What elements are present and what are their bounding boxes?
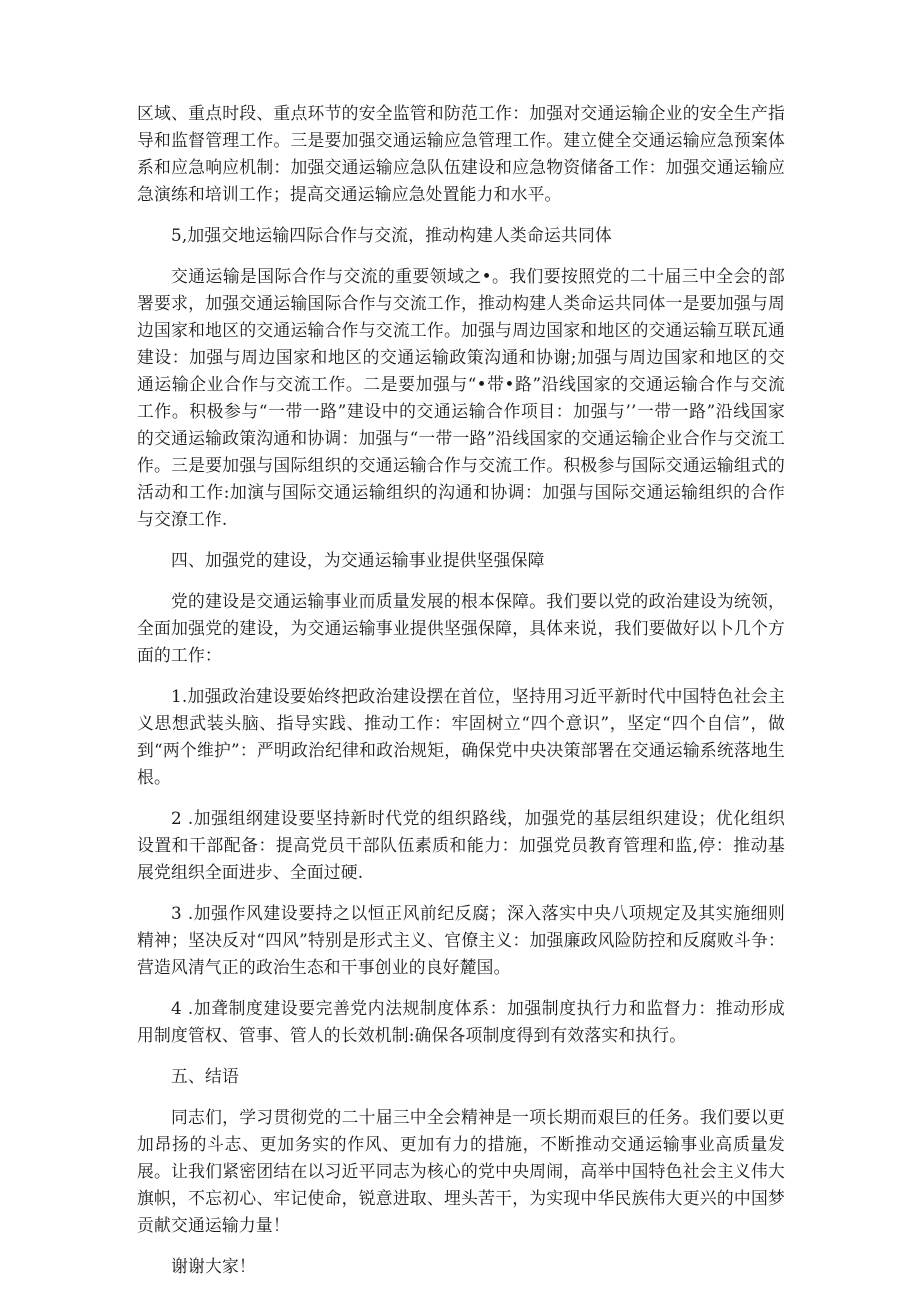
paragraph-system-building: 4 .加聋制度建设要完善党内法规制度体系：加强制度执行力和监督力：推动形成用制度管权、管事、管人的长效机制:确保各项制度得到有效落实和执行。 [137, 998, 785, 1045]
closing-thanks: 谢谢大家！ [171, 1256, 256, 1276]
paragraph-party-building-intro: 党的建设是交通运输事业而质量发展的根本保障。我们要以党的政治建设为统领，全面加强党的建设，为交通运输事业提供坚强保障，具体来说，我们要做好以卜几个方面的工作： [137, 591, 785, 665]
paragraph-organization-building: 2 .加强组纲建设要坚持新时代党的组织路线，加强党的基层组织建设；优化组织设置和干部配备：提高党员干部队伍素质和能力：加强党员教育管理和监,停：推动基展党组织全面进步、全面过硬. [137, 808, 785, 882]
heading-international-cooperation: 5,加强交地运输四际合作与交流，推动构建人类命运共同体 [171, 225, 612, 245]
paragraph-political-building: 1.加强政治建设要始终把政治建设摆在首位，坚持用习近平新时代中国特色社会主义思想武装头脑、指导实践、推动工作：牢固树立“四个意识”，坚定“四个自信”，做到“两个维护”：严明政治纪律和政治规矩，确保党中央决策部署在交通运输系统落地生根。 [137, 686, 785, 787]
heading-party-building: 四、加强党的建设，为交通运输事业提供坚强保障 [171, 550, 545, 570]
paragraph-safety-continued: 区域、重点时段、重点环节的安全监管和防范工作：加强对交通运输企业的安全生产指导和监督管理工作。三是要加强交通运输应急管理工作。建立健全交通运输应急预案体系和应急响应机制：加强交通运输应急队伍建设和应急物资储备工作：加强交通运输应急演练和培训工作；提高交通运输应急处置能力和水平。 [137, 103, 785, 204]
heading-conclusion: 五、结语 [171, 1066, 239, 1086]
paragraph-conclusion: 同志们，学习贯彻党的二十届三中全会精神是一项长期而艰巨的任务。我们要以更加昂扬的斗志、更加务实的作风、更加有力的措施，不断推动交通运输事业高质量发展。让我们紧密团结在以习近平同志为核心的党中央周闹，高举中国特色社会主义伟大旗帜，不忘初心、牢记使命，锐意进取、埋头苦干，为实现中华民族伟大更兴的中国梦贡献交通运输力量！ [137, 1107, 785, 1235]
paragraph-conduct-building: 3 .加强作风建设要持之以恒正风前纪反腐；深入落实中央八项规定及其实施细则精神；坚决反对“四风”特别是形式主义、官僚主义：加强廉政风险防控和反腐败斗争：营造风清气正的政治生态和干事创业的良好麓国。 [137, 903, 785, 977]
document-page [137, 100, 785, 1294]
paragraph-international-cooperation: 交通运输是国际合作与交流的重要领域之•。我们要按照党的二十届三中全会的部署要求，加强交通运输国际合作与交流工作，推动构建人类命运共同体一是要加强与周边国家和地区的交通运输合作与交流工作。加强与周边国家和地区的交通运输互联瓦通建设：加强与周边国家和地区的交通运输政策沟通和协谢;加强与周边国家和地区的交通运输企业合作与交流工作。二是要加强与“•带•路”沿线国家的交通运输合作与交流工作。积极参与“一带一路”建设中的交通运输合作项目：加强与’’一带一路”沿线国家的交通运输政策沟通和协调：加强与“一带一路”沿线国家的交通运输企业合作与交流工作。三是要加强与国际组织的交通运输合作与交流工作。积极参与国际交通运输组式的活动和工作:加演与国际交通运输组织的沟通和协调：加强与国际交通运输组织的合作与交潦工作. [137, 266, 785, 529]
